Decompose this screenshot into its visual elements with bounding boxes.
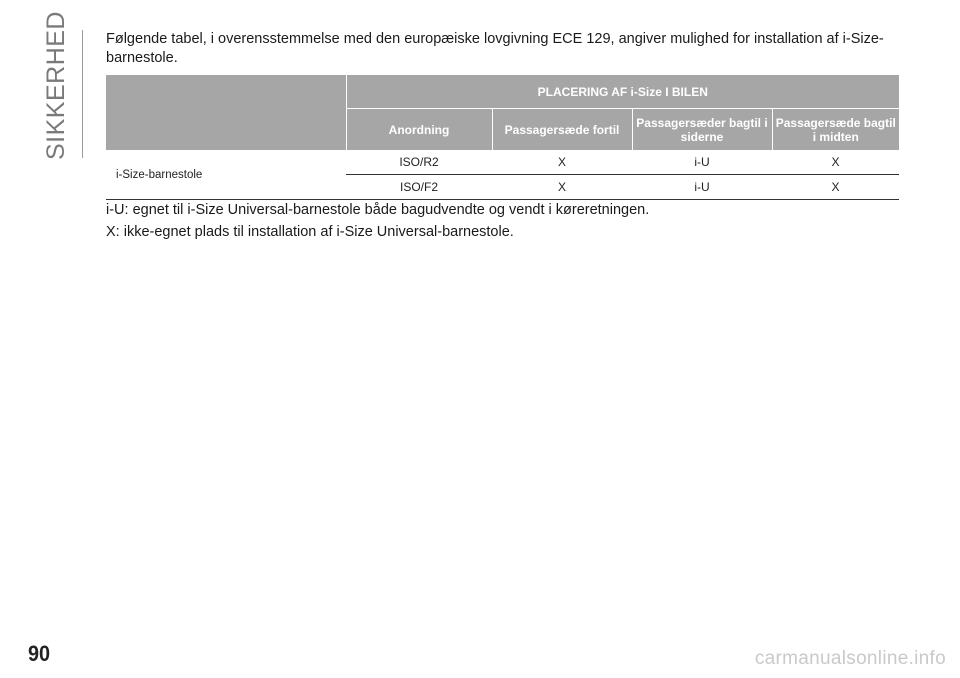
section-title: SIKKERHED	[42, 11, 70, 160]
note-x: X: ikke-egnet plads til installation af i-Size Universal-barnestole.	[106, 224, 514, 240]
row-label: i-Size-barnestole	[106, 150, 346, 200]
cell-anordning: ISO/R2	[346, 150, 492, 175]
cell-rear-middle: X	[772, 175, 899, 200]
child-seat-table	[106, 75, 899, 200]
note-i-u: i-U: egnet til i-Size Universal-barnestole både bagudvendte og vendt i køreretningen.	[106, 202, 650, 218]
cell-front: X	[492, 175, 632, 200]
header-anordning: Anordning	[346, 109, 492, 151]
page-number: 90	[28, 641, 51, 666]
watermark: carmanualsonline.info	[754, 648, 946, 669]
table-header-blank	[106, 75, 346, 150]
cell-anordning: ISO/F2	[346, 175, 492, 200]
header-rear-side-seats: Passagersæder bagtil i siderne	[632, 109, 772, 151]
cell-front: X	[492, 150, 632, 175]
table-main-header: PLACERING AF i-Size I BILEN	[346, 75, 899, 109]
cell-rear-sides: i-U	[632, 150, 772, 175]
header-front-seat: Passagersæde fortil	[492, 109, 632, 151]
header-rear-middle-seat: Passagersæde bagtil i midten	[772, 109, 899, 151]
cell-rear-middle: X	[772, 150, 899, 175]
cell-rear-sides: i-U	[632, 175, 772, 200]
table-row	[106, 150, 899, 175]
section-divider	[82, 30, 83, 158]
intro-paragraph: Følgende tabel, i overensstemmelse med den europæiske lovgivning ECE 129, angiver mulighed for installation af i-Size-barnestole.	[106, 31, 884, 66]
